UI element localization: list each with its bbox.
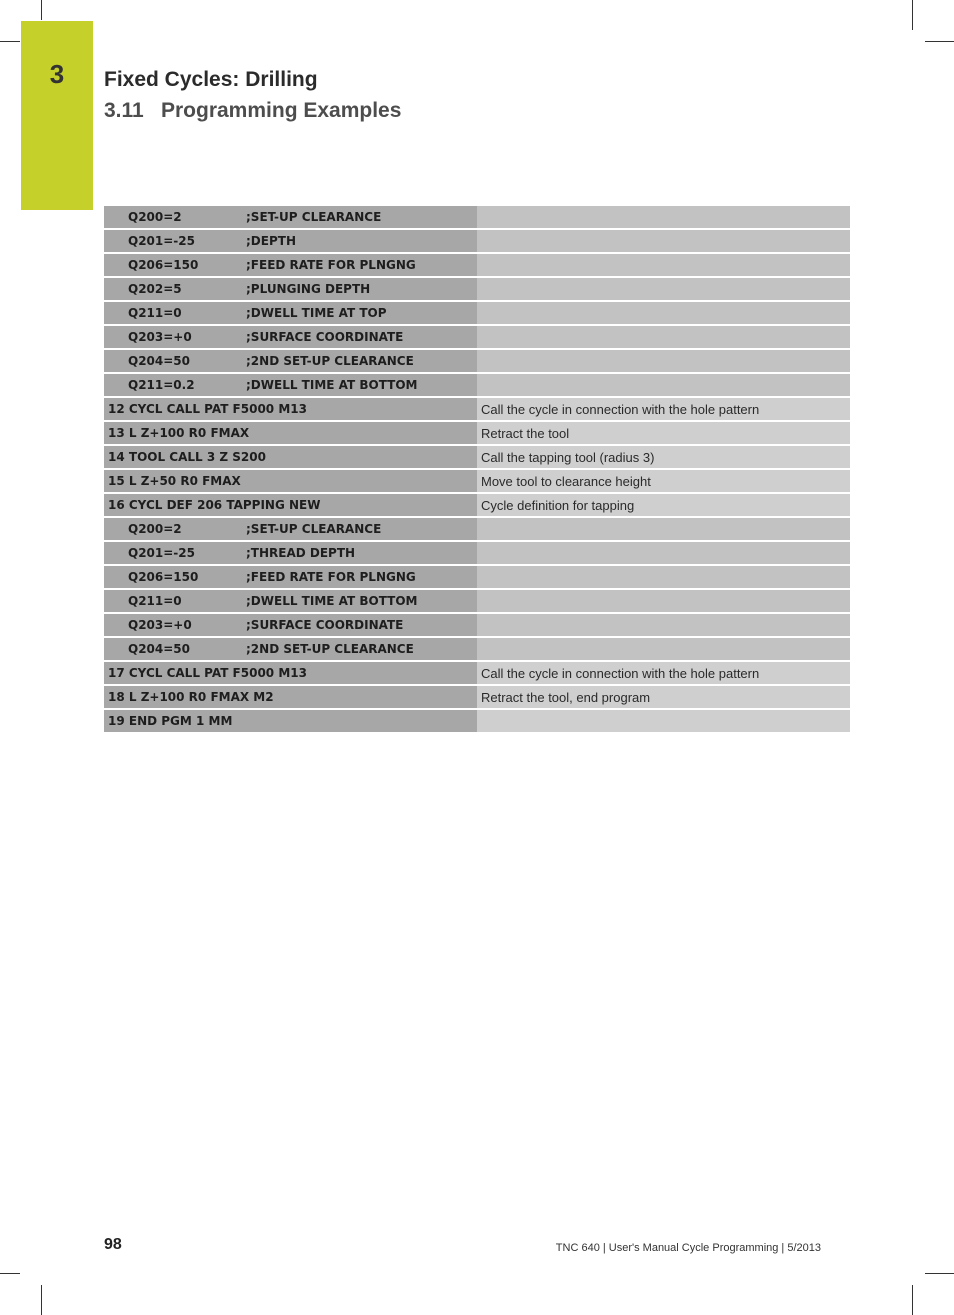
description-cell (477, 325, 850, 349)
parameter-comment: ;SURFACE COORDINATE (246, 330, 404, 344)
parameter-name: Q201=-25 (128, 546, 195, 560)
parameter-comment: ;2ND SET-UP CLEARANCE (246, 354, 414, 368)
code-cell: 13 L Z+100 R0 FMAX (104, 421, 477, 445)
description-cell (477, 613, 850, 637)
description-cell: Call the cycle in connection with the hole pattern (477, 661, 850, 685)
code-cell (104, 206, 477, 229)
parameter-row (104, 565, 850, 589)
parameter-comment: ;THREAD DEPTH (246, 546, 356, 560)
parameter-row (104, 373, 850, 397)
parameter-comment: ;DWELL TIME AT BOTTOM (246, 594, 418, 608)
parameter-name: Q204=50 (128, 354, 191, 368)
parameter-row (104, 229, 850, 253)
parameter-row (104, 613, 850, 637)
parameter-name: Q211=0 (128, 594, 182, 608)
section-title-text: Programming Examples (161, 99, 402, 122)
description-cell: Call the tapping tool (radius 3) (477, 445, 850, 469)
nc-block-row (104, 469, 850, 493)
description-cell (477, 637, 850, 661)
parameter-comment: ;DWELL TIME AT TOP (246, 306, 387, 320)
description-cell: Call the cycle in connection with the hole pattern (477, 397, 850, 421)
crop-mark (912, 1285, 913, 1315)
parameter-row (104, 325, 850, 349)
code-cell (104, 229, 477, 253)
code-cell (104, 541, 477, 565)
description-cell: Move tool to clearance height (477, 469, 850, 493)
parameter-row (104, 541, 850, 565)
crop-mark (925, 1273, 954, 1274)
parameter-row (104, 349, 850, 373)
section-number: 3.11 (104, 99, 144, 122)
code-cell (104, 277, 477, 301)
description-cell (477, 565, 850, 589)
parameter-name: Q201=-25 (128, 234, 195, 248)
chapter-title: Fixed Cycles: Drilling (104, 68, 318, 91)
chapter-tab (21, 21, 93, 210)
crop-mark (925, 41, 954, 42)
code-cell: 18 L Z+100 R0 FMAX M2 (104, 685, 477, 709)
description-cell (477, 206, 850, 229)
parameter-comment: ;SURFACE COORDINATE (246, 618, 404, 632)
description-cell: Cycle definition for tapping (477, 493, 850, 517)
parameter-row (104, 301, 850, 325)
code-cell (104, 253, 477, 277)
code-cell (104, 565, 477, 589)
code-cell: 17 CYCL CALL PAT F5000 M13 (104, 661, 477, 685)
code-cell: 16 CYCL DEF 206 TAPPING NEW (104, 493, 477, 517)
code-cell (104, 349, 477, 373)
parameter-row (104, 589, 850, 613)
nc-block-row (104, 493, 850, 517)
crop-mark (41, 1285, 42, 1315)
code-cell: 15 L Z+50 R0 FMAX (104, 469, 477, 493)
crop-mark (0, 41, 20, 42)
page-number: 98 (104, 1236, 122, 1253)
crop-mark (41, 0, 42, 20)
description-cell (477, 709, 850, 733)
code-cell (104, 589, 477, 613)
parameter-name: Q202=5 (128, 282, 182, 296)
code-cell: 19 END PGM 1 MM (104, 709, 477, 733)
crop-mark (912, 0, 913, 30)
parameter-comment: ;PLUNGING DEPTH (246, 282, 371, 296)
parameter-row (104, 277, 850, 301)
description-cell (477, 517, 850, 541)
parameter-row (104, 637, 850, 661)
parameter-comment: ;FEED RATE FOR PLNGNG (246, 570, 416, 584)
parameter-name: Q211=0.2 (128, 378, 195, 392)
description-cell (477, 229, 850, 253)
description-cell: Retract the tool, end program (477, 685, 850, 709)
description-cell (477, 349, 850, 373)
parameter-comment: ;SET-UP CLEARANCE (246, 522, 382, 536)
parameter-name: Q211=0 (128, 306, 182, 320)
nc-block-row (104, 685, 850, 709)
parameter-name: Q200=2 (128, 210, 182, 224)
parameter-row (104, 206, 850, 229)
description-cell (477, 541, 850, 565)
program-table-body (104, 206, 850, 733)
parameter-comment: ;2ND SET-UP CLEARANCE (246, 642, 414, 656)
parameter-row (104, 253, 850, 277)
code-cell: 14 TOOL CALL 3 Z S200 (104, 445, 477, 469)
section-title (104, 98, 401, 124)
nc-block-row (104, 445, 850, 469)
nc-block-row (104, 709, 850, 733)
parameter-name: Q203=+0 (128, 618, 192, 632)
crop-mark (0, 1273, 20, 1274)
parameter-comment: ;DEPTH (246, 234, 296, 248)
code-cell (104, 637, 477, 661)
nc-block-row (104, 661, 850, 685)
parameter-name: Q206=150 (128, 570, 199, 584)
description-cell (477, 589, 850, 613)
code-cell (104, 301, 477, 325)
description-cell: Retract the tool (477, 421, 850, 445)
nc-block-row (104, 421, 850, 445)
parameter-comment: ;DWELL TIME AT BOTTOM (246, 378, 418, 392)
description-cell (477, 373, 850, 397)
code-cell (104, 373, 477, 397)
nc-block-row (104, 397, 850, 421)
code-cell (104, 325, 477, 349)
parameter-name: Q204=50 (128, 642, 191, 656)
parameter-comment: ;FEED RATE FOR PLNGNG (246, 258, 416, 272)
code-cell: 12 CYCL CALL PAT F5000 M13 (104, 397, 477, 421)
program-table (104, 206, 850, 734)
footer-text: TNC 640 | User's Manual Cycle Programming | 5/2013 (555, 1242, 821, 1254)
parameter-name: Q203=+0 (128, 330, 192, 344)
description-cell (477, 277, 850, 301)
description-cell (477, 253, 850, 277)
parameter-name: Q206=150 (128, 258, 199, 272)
code-cell (104, 517, 477, 541)
parameter-name: Q200=2 (128, 522, 182, 536)
description-cell (477, 301, 850, 325)
code-cell (104, 613, 477, 637)
chapter-number: 3 (49, 59, 65, 89)
parameter-row (104, 517, 850, 541)
parameter-comment: ;SET-UP CLEARANCE (246, 210, 382, 224)
